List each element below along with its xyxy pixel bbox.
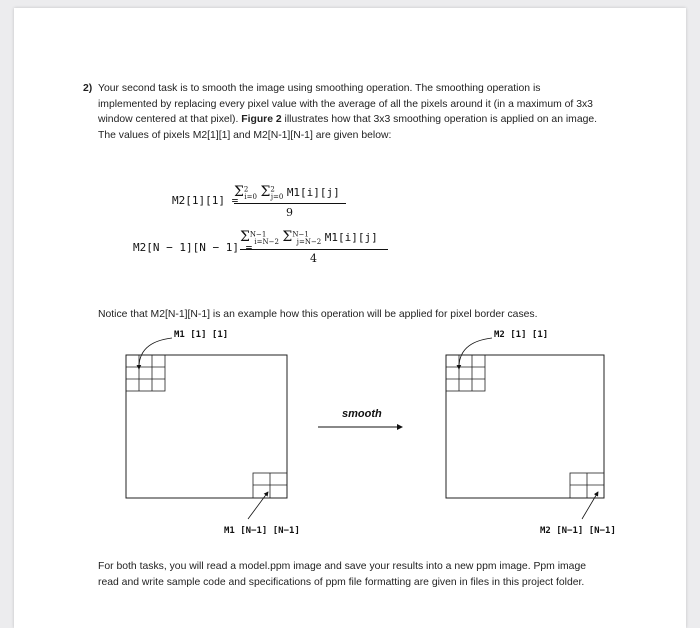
equation-2-denominator: 4 xyxy=(310,252,317,265)
notice-paragraph: Notice that M2[N-1][N-1] is an example how this operation will be applied for pixel border cases. xyxy=(98,309,538,320)
m2-top-window xyxy=(446,355,485,391)
label-m2-bottom: M2 [N−1] [N−1] xyxy=(540,526,616,536)
task-text-start: Your second task is to smooth the image using smoothing operation. The smoothing operation is implemented by replacing every pixel value with the average of all the pixels around it (in a maximum of 3x3 window centered at that pixel). xyxy=(98,83,593,126)
equation-1-numerator: $\Sigma^2_{i=0}$ $\Sigma^2_{j=0}$ M1[i][j] xyxy=(234,184,340,202)
task-text-end: illustrates how that 3x3 smoothing operation is applied on an image. The values of pixels M2[1][1] and M2[N-1][N-1] are given below: xyxy=(98,114,598,141)
m2-bottom-window xyxy=(570,473,604,498)
figure-reference: Figure 2 xyxy=(241,114,282,126)
label-m2-top: M2 [1] [1] xyxy=(494,330,549,340)
image-m2-frame xyxy=(446,355,604,498)
m1-top-pointer xyxy=(139,338,172,369)
m2-bottom-pointer xyxy=(582,492,598,519)
equation-2-numerator: $\Sigma^{N-1}_{i=N-2}$ $\Sigma^{N-1}_{j=N-2}$ M1[i][j] xyxy=(240,229,378,247)
label-m1-top: M1 [1] [1] xyxy=(174,330,229,340)
m2-top-pointer xyxy=(459,338,492,369)
closing-paragraph: For both tasks, you will read a model.ppm image and save your results into a new ppm image. Ppm image read and write sample code and specifications of ppm file formatting are given in files in this project folder. xyxy=(98,561,587,588)
label-m1-bottom: M1 [N−1] [N−1] xyxy=(224,526,300,536)
smooth-label: smooth xyxy=(342,408,382,420)
m1-bottom-window xyxy=(253,473,287,498)
task-number: 2) xyxy=(83,83,93,94)
m1-bottom-pointer xyxy=(248,492,268,519)
m1-top-window xyxy=(126,355,165,391)
equation-1-denominator: 9 xyxy=(286,206,293,219)
equation-2-lhs: M2[N − 1][N − 1] = xyxy=(133,241,253,254)
image-m1-frame xyxy=(126,355,287,498)
equation-1-lhs: M2[1][1] = xyxy=(172,194,239,207)
